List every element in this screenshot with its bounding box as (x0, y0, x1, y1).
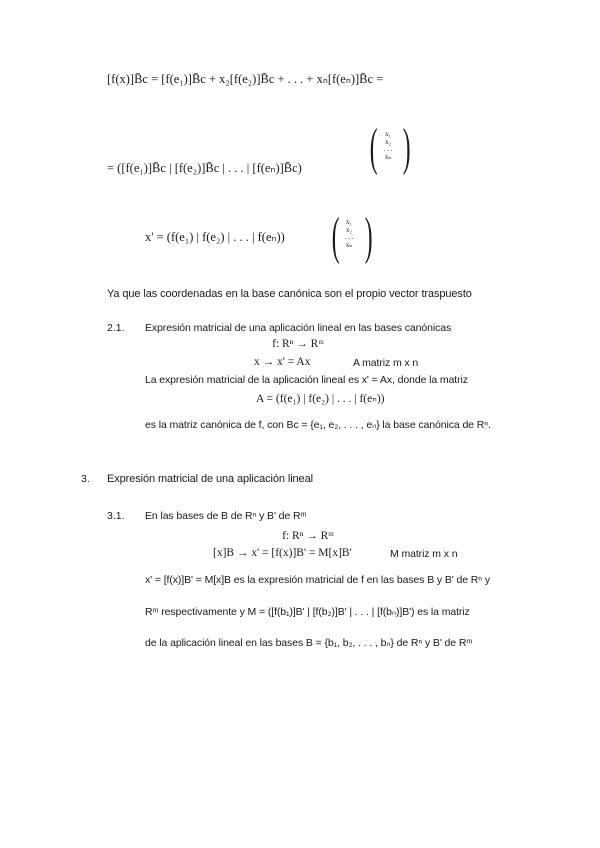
vector-right-paren: ) (364, 208, 373, 265)
rule-note-2-1: A matriz m x n (353, 357, 419, 369)
vector-entry: x₁ (385, 130, 391, 138)
equation-matrix-product-text: = ([f(e₁)]B̄c | [f(e₂)]B̄c | . . . | [f(eₙ)]B̄c) (107, 161, 302, 175)
vector-left-paren: ( (369, 119, 378, 176)
vector-entry: . . . (344, 233, 354, 241)
vector-entry: xₙ (345, 240, 353, 249)
equation-matrix-product (107, 160, 302, 176)
column-vector-eq2 (379, 131, 397, 161)
rule-note-3-1: M matriz m x n (390, 548, 458, 560)
sentence-canonical-matrix: es la matriz canónica de f, con Bc = {e₁, e₂, . . . , eₙ} la base canónica de Rⁿ. (145, 419, 491, 431)
section-intro-3-1: En las bases de B de Rⁿ y B' de Rᵐ (145, 510, 307, 522)
section-title-3: Expresión matricial de una aplicación lineal (107, 473, 313, 485)
equation-x-prime-text: x' = (f(e₁) | f(e₂) | . . . | f(eₙ)) (145, 230, 285, 244)
rule-3-1: [x]B → x' = [f(x)]B' = M[x]B' (213, 547, 352, 559)
vector-entry: . . . (383, 145, 393, 153)
section-number-3: 3. (81, 473, 90, 485)
vector-entry: x₂ (346, 225, 352, 234)
vector-entry: x₁ (346, 218, 352, 226)
map-definition-2-1: f: Rⁿ → Rᵐ (272, 338, 324, 350)
rule-2-1: x → x' = Ax (254, 356, 311, 368)
matrix-a-definition: A = (f(e₁) | f(e₂) | . . . | f(eₙ)) (256, 393, 385, 405)
vector-left-paren: ( (331, 208, 340, 265)
expression-line-3: de la aplicación lineal en las bases B = {b₁, b₂, . . . , bₙ} de Rⁿ y B' de Rᵐ (145, 637, 473, 649)
expression-line-1: x' = [f(x)]B' = M[x]B es la expresión matricial de f en las bases B y B' de Rⁿ y (145, 574, 490, 586)
map-definition-3-1: f: Rⁿ → Rᵐ (282, 530, 334, 542)
expression-line-2: Rᵐ respectivamente y M = ([f(b₁)]B' | [f(b₂)]B' | . . . | [f(bₙ)]B') es la matriz (145, 606, 470, 618)
vector-right-paren: ) (402, 119, 411, 176)
vector-entry: x₂ (385, 137, 391, 146)
equation-expansion-text: [f(x)]B̄c = [f(e₁)]B̄c + x₂[f(e₂)]B̄c + . . . + xₙ[f(eₙ)]B̄c = (107, 72, 384, 86)
vector-entry: xₙ (384, 152, 392, 161)
section-title-2-1: Expresión matricial de una aplicación lineal en las bases canónicas (145, 322, 452, 334)
column-vector-eq3 (340, 219, 358, 249)
equation-x-prime (145, 229, 285, 245)
equation-expansion (107, 71, 383, 87)
section-number-2-1: 2.1. (107, 322, 125, 334)
section-number-3-1: 3.1. (107, 510, 125, 522)
paragraph-canonical-note: Ya que las coordenadas en la base canónica son el propio vector traspuesto (107, 288, 472, 300)
sentence-expression-2-1: La expresión matricial de la aplicación lineal es x' = Ax, donde la matriz (145, 374, 468, 386)
